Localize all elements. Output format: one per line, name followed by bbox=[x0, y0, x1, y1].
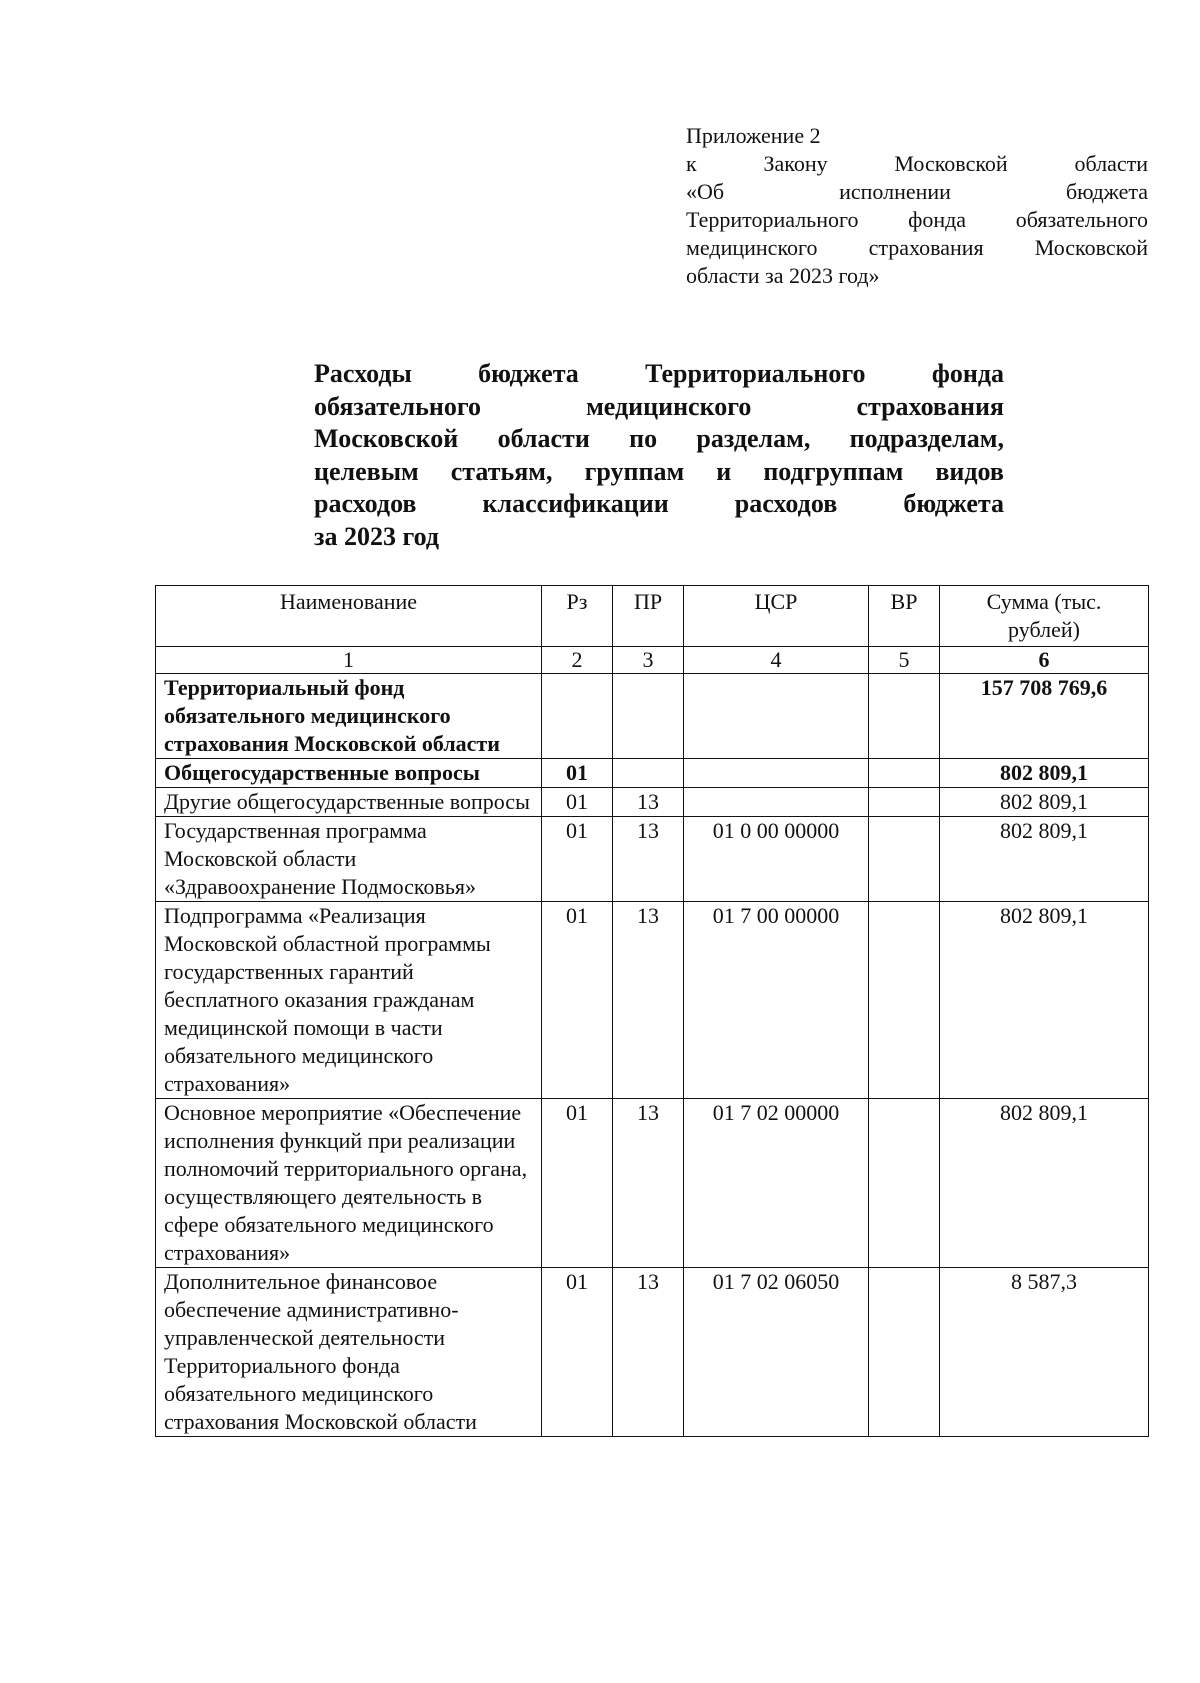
cell-vr bbox=[869, 759, 940, 788]
column-number: 3 bbox=[613, 647, 684, 674]
title-word: медицинского bbox=[586, 391, 752, 421]
appendix-word: Московской bbox=[1034, 235, 1148, 260]
cell-pr bbox=[613, 759, 684, 788]
header-vr: ВР bbox=[869, 586, 940, 647]
table-row bbox=[156, 1099, 1149, 1268]
cell-csr bbox=[684, 674, 869, 759]
cell-name: Подпрограмма «Реализация Московской областной программы государственных гарантий бесплатного оказания гражданам медицинской помощи в части обязательного медицинского страхования» bbox=[156, 902, 542, 1099]
title-word: по bbox=[629, 424, 658, 453]
appendix-line bbox=[686, 234, 1148, 262]
cell-rz: 01 bbox=[542, 1268, 613, 1437]
cell-rz: 01 bbox=[542, 788, 613, 817]
table-row bbox=[156, 759, 1149, 788]
cell-sum: 802 809,1 bbox=[940, 1099, 1149, 1268]
cell-name: Общегосударственные вопросы bbox=[156, 759, 542, 788]
title-line bbox=[314, 488, 1004, 521]
title-word: области bbox=[497, 424, 590, 453]
cell-name: Дополнительное финансовое обеспечение административно-управленческой деятельности Территориального фонда обязательного медицинского страхования Московской области bbox=[156, 1268, 542, 1437]
table-row bbox=[156, 902, 1149, 1099]
cell-csr: 01 7 02 06050 bbox=[684, 1268, 869, 1437]
title-word: подразделам, bbox=[849, 424, 1004, 453]
appendix-word: фонда bbox=[908, 207, 967, 232]
cell-name: Территориальный фонд обязательного медицинского страхования Московской области bbox=[156, 674, 542, 759]
table-row bbox=[156, 674, 1149, 759]
title-word: за 2023 год bbox=[314, 521, 440, 551]
cell-vr bbox=[869, 788, 940, 817]
title-word: видов bbox=[935, 456, 1004, 486]
appendix-line bbox=[686, 206, 1148, 234]
title-line bbox=[314, 456, 1004, 489]
cell-sum: 157 708 769,6 bbox=[940, 674, 1149, 759]
expenditure-table bbox=[155, 585, 1149, 1437]
header-name: Наименование bbox=[156, 586, 542, 647]
appendix-line bbox=[686, 178, 1148, 206]
column-number: 1 bbox=[156, 647, 542, 674]
cell-pr: 13 bbox=[613, 817, 684, 902]
cell-vr bbox=[869, 674, 940, 759]
cell-vr bbox=[869, 1268, 940, 1437]
appendix-line bbox=[686, 122, 1148, 150]
cell-name: Другие общегосударственные вопросы bbox=[156, 788, 542, 817]
appendix-word: «Об bbox=[686, 179, 725, 204]
table-row bbox=[156, 1268, 1149, 1437]
title-word: обязательного bbox=[314, 391, 481, 421]
title-word: Московской bbox=[314, 424, 459, 453]
table-header bbox=[156, 586, 1149, 674]
header-csr: ЦСР bbox=[684, 586, 869, 647]
cell-rz: 01 bbox=[542, 1099, 613, 1268]
appendix-word: бюджета bbox=[1065, 179, 1148, 204]
title-line bbox=[314, 358, 1004, 391]
header-rz: Рз bbox=[542, 586, 613, 647]
title-word: группам bbox=[584, 456, 685, 486]
cell-name: Государственная программа Московской области «Здравоохранение Подмосковья» bbox=[156, 817, 542, 902]
appendix-block bbox=[686, 122, 1148, 290]
cell-sum: 802 809,1 bbox=[940, 788, 1149, 817]
cell-rz bbox=[542, 674, 613, 759]
appendix-word: обязательного bbox=[1015, 207, 1148, 232]
title-word: бюджета bbox=[478, 359, 579, 388]
cell-sum: 8 587,3 bbox=[940, 1268, 1149, 1437]
cell-rz: 01 bbox=[542, 759, 613, 788]
appendix-word: исполнении bbox=[839, 179, 951, 204]
appendix-word: Закону bbox=[763, 151, 828, 176]
cell-rz: 01 bbox=[542, 902, 613, 1099]
appendix-line bbox=[686, 262, 1148, 290]
appendix-word: Территориального bbox=[686, 207, 859, 232]
title-word: Территориального bbox=[645, 359, 866, 388]
header-pr: ПР bbox=[613, 586, 684, 647]
title-word: расходов bbox=[314, 489, 417, 518]
cell-vr bbox=[869, 817, 940, 902]
title-word: разделам, bbox=[696, 424, 811, 453]
appendix-word: к bbox=[686, 151, 697, 176]
table-row bbox=[156, 817, 1149, 902]
appendix-word: страхования bbox=[868, 235, 984, 260]
cell-vr bbox=[869, 902, 940, 1099]
appendix-word: Московской bbox=[894, 151, 1008, 176]
title-word: целевым bbox=[314, 456, 419, 486]
appendix-word: Приложение 2 bbox=[686, 123, 821, 148]
title-line bbox=[314, 521, 1004, 554]
appendix-word: области за 2023 год» bbox=[686, 263, 880, 288]
title-word: и bbox=[716, 456, 732, 486]
column-number: 4 bbox=[684, 647, 869, 674]
title-line bbox=[314, 423, 1004, 456]
cell-rz: 01 bbox=[542, 817, 613, 902]
cell-pr: 13 bbox=[613, 1268, 684, 1437]
title-word: расходов bbox=[734, 489, 838, 518]
cell-csr bbox=[684, 788, 869, 817]
column-number: 5 bbox=[869, 647, 940, 674]
appendix-word: медицинского bbox=[686, 235, 818, 260]
cell-name: Основное мероприятие «Обеспечение исполнения функций при реализации полномочий территориального органа, осуществляющего деятельность в сфере обязательного медицинского страхования» bbox=[156, 1099, 542, 1268]
cell-csr: 01 0 00 00000 bbox=[684, 817, 869, 902]
cell-csr bbox=[684, 759, 869, 788]
cell-pr: 13 bbox=[613, 1099, 684, 1268]
cell-pr: 13 bbox=[613, 788, 684, 817]
title-word: фонда bbox=[931, 359, 1004, 388]
title-word: статьям, bbox=[450, 456, 553, 486]
header-row bbox=[156, 586, 1149, 647]
title-word: подгруппам bbox=[763, 456, 904, 486]
table-body bbox=[156, 674, 1149, 1437]
title-word: страхования bbox=[856, 391, 1004, 421]
title-word: Расходы bbox=[314, 359, 412, 388]
column-number: 2 bbox=[542, 647, 613, 674]
column-number: 6 bbox=[940, 647, 1149, 674]
appendix-line bbox=[686, 150, 1148, 178]
cell-csr: 01 7 02 00000 bbox=[684, 1099, 869, 1268]
table-row bbox=[156, 788, 1149, 817]
cell-sum: 802 809,1 bbox=[940, 902, 1149, 1099]
cell-pr: 13 bbox=[613, 902, 684, 1099]
title-word: классификации bbox=[482, 489, 669, 518]
header-sum: Сумма (тыс. рублей) bbox=[940, 586, 1149, 647]
cell-sum: 802 809,1 bbox=[940, 759, 1149, 788]
document-title bbox=[314, 358, 1004, 553]
cell-pr bbox=[613, 674, 684, 759]
cell-sum: 802 809,1 bbox=[940, 817, 1149, 902]
column-number-row bbox=[156, 647, 1149, 674]
cell-csr: 01 7 00 00000 bbox=[684, 902, 869, 1099]
title-line bbox=[314, 391, 1004, 424]
appendix-word: области bbox=[1074, 151, 1148, 176]
title-word: бюджета bbox=[903, 489, 1004, 518]
cell-vr bbox=[869, 1099, 940, 1268]
